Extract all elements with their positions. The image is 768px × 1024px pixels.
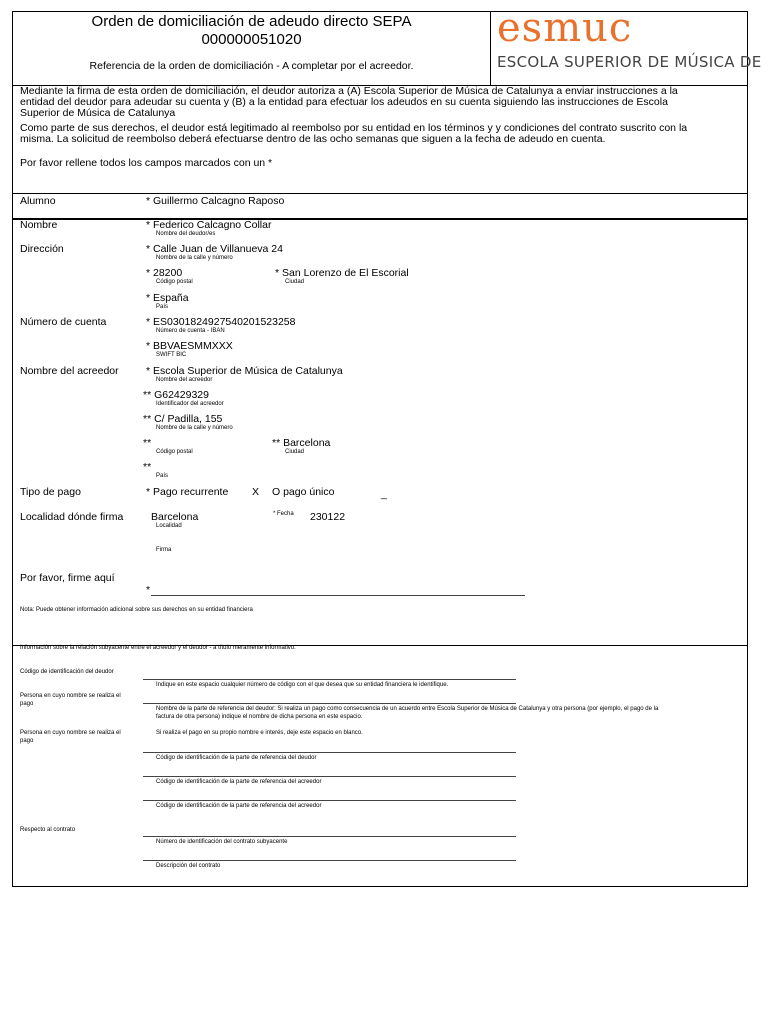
payer-label-1a: Persona en cuyo nombre se realiza el xyxy=(20,693,121,699)
signing-location-value: Barcelona xyxy=(151,511,199,523)
payer-label-2a: Persona en cuyo nombre se realiza el xyxy=(20,730,121,736)
city-hint: Ciudad xyxy=(285,279,305,285)
creditor-postal-hint: Código postal xyxy=(156,449,193,455)
date-label: * Fecha xyxy=(273,511,294,517)
rights-note: Nota: Puede obtener información adicional sobre sus derechos en su entidad financiera xyxy=(20,607,253,613)
debtor-code-hint: Indique en este espacio cualquier número de código con el que desea que su entidad financiera le identifique. xyxy=(156,682,449,688)
acreedor-hint: Nombre del acreedor xyxy=(156,377,213,383)
creditor-city-hint: Ciudad xyxy=(285,449,305,455)
contract-label: Respecto al contrato xyxy=(20,827,76,833)
intro-line-5: misma. La solicitud de reembolso deberá efectuarse dentro de las ocho semanas que siguen a la fecha de adeudo en cuenta. xyxy=(20,133,606,145)
recurrent-payment-option[interactable]: * Pago recurrente xyxy=(146,486,229,498)
mandate-reference-note: Referencia de la orden de domiciliación - A completar por el acreedor. xyxy=(89,60,414,72)
intro-line-3: Superior de Música de Catalunya xyxy=(20,107,176,119)
swift-hint: SWIFT BIC xyxy=(156,352,187,358)
header-divider xyxy=(490,12,491,85)
alumno-bottom-line xyxy=(13,218,747,220)
intro-bottom-line xyxy=(13,193,747,194)
signature-star: * xyxy=(146,584,151,596)
acreedor-value: * Escola Superior de Música de Catalunya xyxy=(146,365,343,377)
debtor-code-line[interactable] xyxy=(143,679,516,680)
postal-code-hint: Código postal xyxy=(156,279,193,285)
signature-line[interactable] xyxy=(151,595,525,596)
creditor-reference-hint-1: Código de identificación de la parte de referencia del acreedor xyxy=(156,779,322,785)
payer-line-1[interactable] xyxy=(143,703,516,704)
creditor-street-hint: Nombre de la calle y número xyxy=(156,425,233,431)
payer-label-1b: pago xyxy=(20,701,34,707)
nombre-value: * Federico Calcagno Collar xyxy=(146,219,272,231)
creditor-city-value: ** Barcelona xyxy=(272,437,331,449)
city-value: * San Lorenzo de El Escorial xyxy=(275,267,409,279)
intro-line-1: Mediante la firma de esta orden de domiciliación, el deudor autoriza a (A) Escola Superior de Música de Catalunya a enviar instrucciones a la xyxy=(20,85,678,97)
payer-hint-1b: factura de otra persona) indique el nombre de dicha persona en este espacio. xyxy=(156,714,363,720)
swift-value: * BBVAESMMXXX xyxy=(146,340,233,352)
esmuc-logo-subtitle: ESCOLA SUPERIOR DE MÚSICA DE xyxy=(497,53,762,71)
contract-description-hint: Descripción del contrato xyxy=(156,863,221,869)
cuenta-label: Número de cuenta xyxy=(20,316,107,328)
creditor-country-value: ** xyxy=(143,461,152,473)
required-fields-note: Por favor rellene todos los campos marcados con un * xyxy=(20,157,273,169)
creditor-street-value: ** C/ Padilla, 155 xyxy=(143,413,223,425)
creditor-id-value: ** G62429329 xyxy=(143,389,209,401)
payment-type-label: Tipo de pago xyxy=(20,486,81,498)
debtor-code-label: Código de identificación del deudor xyxy=(20,669,114,675)
debtor-reference-hint: Código de identificación de la parte de referencia del deudor xyxy=(156,755,317,761)
acreedor-label: Nombre del acreedor xyxy=(20,365,119,377)
date-value: 230122 xyxy=(310,511,346,523)
creditor-id-hint: Identificador del acreedor xyxy=(156,401,224,407)
mandate-number: 000000051020 xyxy=(201,31,302,48)
creditor-postal-value: ** xyxy=(143,437,152,449)
intro-line-2: entidad del deudor para adeudar su cuenta y (B) a la entidad para efectuar los adeudos en su cuenta siguiendo las instrucciones de Escola xyxy=(20,96,668,108)
single-payment-option[interactable]: O pago único xyxy=(272,486,335,498)
contract-number-hint: Número de identificación del contrato subyacente xyxy=(156,839,288,845)
payer-hint-1a: Nombre de la parte de referencia del deudor: Si realiza un pago como consecuencia de un acuerdo entre Escola Superior de Música de Catalunya y otra persona (por ejemplo, el pago de la xyxy=(156,706,659,712)
signing-location-hint: Localidad xyxy=(156,523,182,529)
esmuc-logo: esmuc xyxy=(497,5,633,51)
recurrent-payment-mark[interactable]: X xyxy=(252,486,260,498)
contract-description-line[interactable] xyxy=(143,860,516,861)
direccion-hint: Nombre de la calle y número xyxy=(156,255,233,261)
payer-hint-2: Si realiza el pago en su propio nombre e interés, deje este espacio en blanco. xyxy=(156,730,363,736)
intro-line-4: Como parte de sus derechos, el deudor está legitimado al reembolso por su entidad en los términos y y condiciones del contrato suscrito con la xyxy=(20,122,688,134)
signing-location-label: Localidad dónde firma xyxy=(20,511,124,523)
direccion-value: * Calle Juan de Villanueva 24 xyxy=(146,243,283,255)
payer-label-2b: pago xyxy=(20,738,34,744)
country-hint: País xyxy=(156,304,169,310)
creditor-reference-line-1[interactable] xyxy=(143,776,516,777)
iban-value: * ES0301824927540201523258 xyxy=(146,316,296,328)
creditor-reference-line-2[interactable] xyxy=(143,800,516,801)
nombre-hint: Nombre del deudor/es xyxy=(156,231,216,237)
country-value: * España xyxy=(146,292,189,304)
alumno-label: Alumno xyxy=(20,195,56,207)
postal-code-value: * 28200 xyxy=(146,267,183,279)
contract-number-line[interactable] xyxy=(143,836,516,837)
iban-hint: Número de cuenta - IBAN xyxy=(156,328,225,334)
sepa-mandate-form xyxy=(12,5,762,887)
alumno-value: * Guillermo Calcagno Raposo xyxy=(146,195,285,207)
creditor-country-hint: País xyxy=(156,473,169,479)
signature-hint: Firma xyxy=(156,547,172,553)
debtor-reference-line[interactable] xyxy=(143,752,516,753)
info-heading: Información sobre la relación subyacente entre el acreedor y el deudor - a título meramente informativo. xyxy=(20,645,296,651)
creditor-reference-hint-2: Código de identificación de la parte de referencia del acreedor xyxy=(156,803,322,809)
sign-here-label: Por favor, firme aquí xyxy=(20,572,115,584)
form-title: Orden de domiciliación de adeudo directo SEPA xyxy=(91,13,412,30)
single-payment-mark[interactable]: _ xyxy=(381,488,387,500)
nombre-label: Nombre xyxy=(20,219,58,231)
direccion-label: Dirección xyxy=(20,243,64,255)
